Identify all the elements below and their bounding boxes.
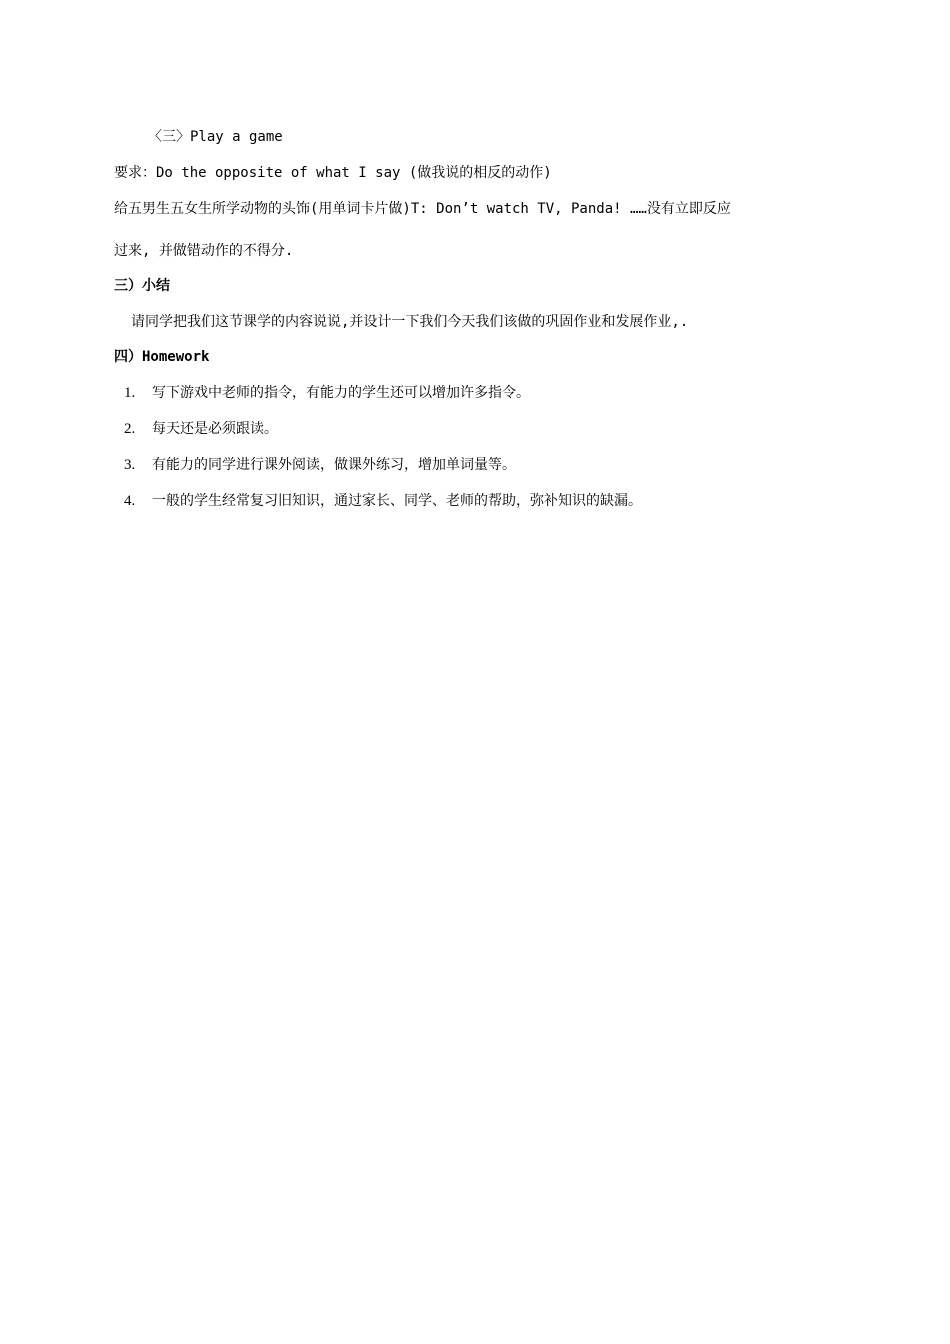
list-item-number: 3.: [124, 457, 136, 473]
summary-heading: 三）小结: [114, 278, 170, 294]
list-item-text: 一般的学生经常复习旧知识，通过家长、同学、老师的帮助，弥补知识的缺漏。: [152, 493, 642, 509]
homework-heading: 四）Homework: [114, 349, 210, 365]
list-item-text: 有能力的同学进行课外阅读，做课外练习，增加单词量等。: [152, 457, 516, 473]
list-item-text: 每天还是必须跟读。: [152, 421, 278, 437]
list-item-text: 写下游戏中老师的指令，有能力的学生还可以增加许多指令。: [152, 385, 530, 401]
list-item-number: 4.: [124, 493, 136, 509]
game-requirement: 要求：Do the opposite of what I say (做我说的相反的动作): [114, 165, 552, 181]
game-description-line1: 给五男生五女生所学动物的头饰(用单词卡片做)T: Don’t watch TV, Panda! ……没有立即反应: [114, 201, 731, 217]
game-description-line2: 过来, 并做错动作的不得分.: [114, 243, 294, 259]
list-item-number: 2.: [124, 421, 136, 437]
summary-body: 请同学把我们这节课学的内容说说,并设计一下我们今天我们该做的巩固作业和发展作业,.: [131, 314, 689, 330]
list-item-number: 1.: [124, 385, 136, 401]
game-heading: 〈三〉Play a game: [148, 129, 283, 145]
